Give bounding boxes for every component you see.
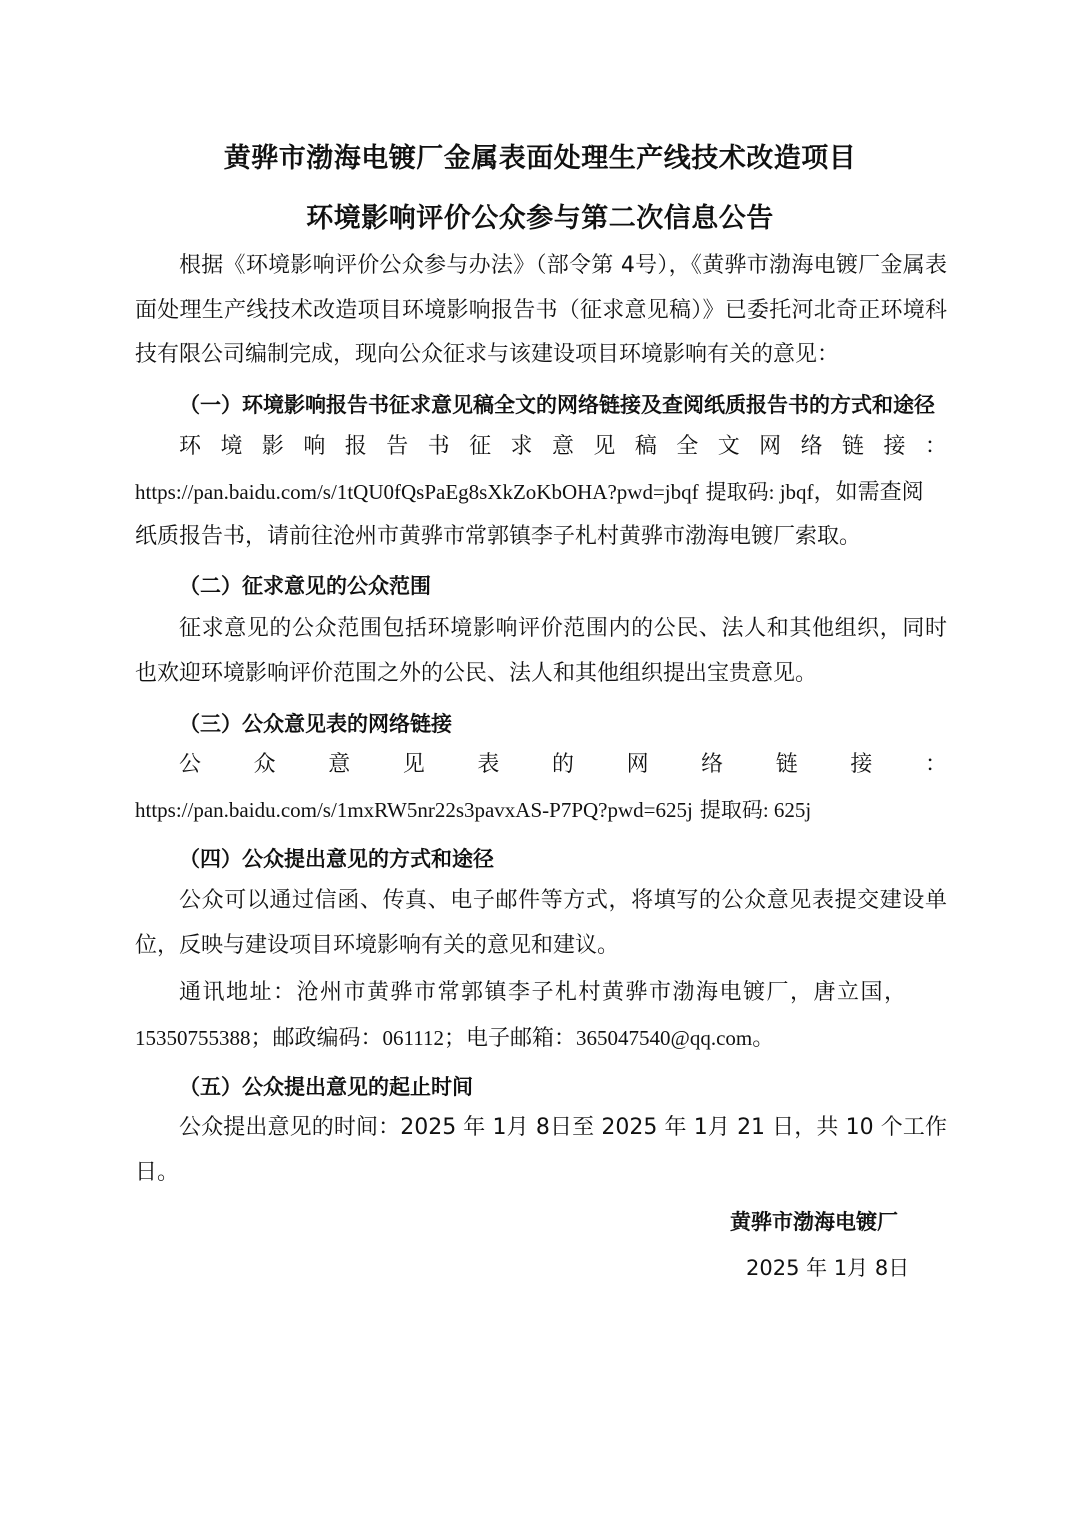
label-char: 意	[551, 434, 574, 459]
label-char: 网	[626, 752, 649, 777]
label-char: 络	[701, 752, 724, 777]
section-4-contact	[135, 971, 947, 1061]
section-2-body: 征求意见的公众范围包括环境影响评价范围内的公民、法人和其他组织，同时也欢迎环境影响评价范围之外的公民、法人和其他组织提出宝贵意见。	[135, 616, 947, 686]
section-1-body	[135, 425, 947, 560]
signature-date: 2025 年 1月 8日	[746, 1256, 910, 1280]
label-char: 络	[800, 434, 823, 459]
opinion-form-extraction-code: 提取码: 625j	[699, 797, 812, 822]
contact-phone: 15350755388	[135, 1025, 251, 1050]
label-char: 链	[842, 434, 865, 459]
contact-address: 通讯地址：沧州市黄骅市常郭镇李子札村黄骅市渤海电镀厂，唐立国，	[179, 980, 908, 1005]
section-5-heading: （五）公众提出意见的起止时间	[179, 1075, 473, 1099]
label-char: ：	[924, 434, 947, 459]
label-char: 书	[427, 434, 450, 459]
title-line-1: 黄骅市渤海电镀厂金属表面处理生产线技术改造项目	[223, 143, 857, 174]
label-char: 见	[593, 434, 616, 459]
label-char: 文	[717, 434, 740, 459]
label-char: 征	[469, 434, 492, 459]
label-char: 响	[303, 434, 326, 459]
email-value[interactable]: 365047540@qq.com	[575, 1025, 753, 1050]
opinion-form-link[interactable]: https://pan.baidu.com/s/1mxRW5nr22s3pavxAS-P7PQ?pwd=625j	[135, 797, 693, 822]
label-char: 意	[328, 752, 351, 777]
section-1-heading: （一）环境影响报告书征求意见稿全文的网络链接及查阅纸质报告书的方式和途径	[179, 393, 935, 417]
section-4-body: 公众可以通过信函、传真、电子邮件等方式，将填写的公众意见表提交建设单位，反映与建设项目环境影响有关的意见和建议。	[135, 888, 947, 958]
section-4-heading: （四）公众提出意见的方式和途径	[179, 847, 494, 871]
section-5-body: 公众提出意见的时间：2025 年 1月 8日至 2025 年 1月 21 日，共 10 个工作日。	[135, 1115, 947, 1185]
label-char: 环	[179, 434, 202, 459]
postcode-value: 061112	[382, 1025, 444, 1050]
section-1-link-label	[135, 425, 947, 470]
section-3-heading: （三）公众意见表的网络链接	[179, 712, 452, 736]
label-char: 见	[402, 752, 425, 777]
label-char: 求	[510, 434, 533, 459]
label-char: 众	[253, 752, 276, 777]
section-1-text-a: ，如需查阅	[813, 479, 924, 505]
label-char: ：	[924, 752, 947, 777]
label-char: 接	[850, 752, 873, 777]
label-char: 公	[179, 752, 202, 777]
label-char: 接	[883, 434, 906, 459]
label-char: 全	[676, 434, 699, 459]
report-extraction-code: 提取码: jbqf	[705, 479, 814, 504]
label-char: 表	[477, 752, 500, 777]
label-char: 境	[220, 434, 243, 459]
label-char: 网	[759, 434, 782, 459]
label-char: 链	[775, 752, 798, 777]
section-3-body	[135, 743, 947, 833]
title-line-2: 环境影响评价公众参与第二次信息公告	[306, 203, 774, 234]
contact-end: 。	[752, 1025, 775, 1051]
label-char: 告	[386, 434, 409, 459]
label-char: 稿	[634, 434, 657, 459]
report-download-link[interactable]: https://pan.baidu.com/s/1tQU0fQsPaEg8sXkZoKbOHA?pwd=jbqf	[135, 479, 699, 504]
label-char: 的	[551, 752, 574, 777]
email-label: ；电子邮箱：	[443, 1025, 576, 1051]
section-2-heading: （二）征求意见的公众范围	[179, 574, 431, 598]
label-char: 影	[261, 434, 284, 459]
signature-organization: 黄骅市渤海电镀厂	[730, 1210, 898, 1234]
label-char: 报	[344, 434, 367, 459]
section-3-link-label	[135, 743, 947, 788]
postcode-label: ；邮政编码：	[250, 1025, 383, 1051]
intro-paragraph: 根据《环境影响评价公众参与办法》（部令第 4号），《黄骅市渤海电镀厂金属表面处理生产线技术改造项目环境影响报告书（征求意见稿）》已委托河北奇正环境科技有限公司编制完成，现向公众征求与该建设项目环境影响有关的意见：	[135, 253, 947, 367]
section-1-text-b: 纸质报告书，请前往沧州市黄骅市常郭镇李子札村黄骅市渤海电镀厂索取。	[135, 524, 862, 549]
